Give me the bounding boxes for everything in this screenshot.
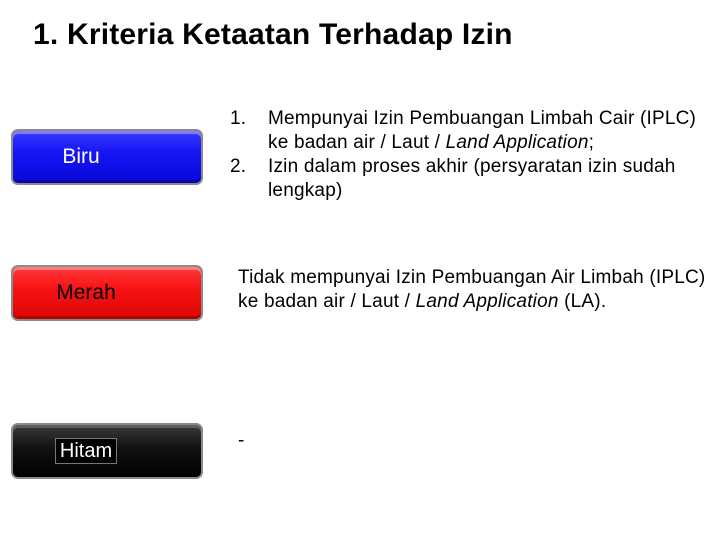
status-badge-hitam: [11, 423, 203, 479]
text-run: Tidak mempunyai Izin Pembuangan Air Limbah (IPLC) ke badan air / Laut /: [238, 267, 706, 312]
italic-term: Land Application: [415, 291, 559, 312]
list-number: 2.: [230, 156, 247, 177]
text-run: ;: [588, 132, 595, 153]
slide-title: 1. Kriteria Ketaatan Terhadap Izin: [33, 18, 513, 51]
list-item: [230, 107, 710, 155]
badge-label-biru: Biru: [62, 145, 100, 168]
badge-label-hitam: Hitam: [55, 438, 117, 464]
list-item-text: [268, 107, 710, 155]
description-biru: [230, 107, 710, 203]
description-hitam: -: [238, 430, 245, 451]
list-item-text: Izin dalam proses akhir (persyaratan izin sudah lengkap): [268, 156, 676, 201]
list-number: 1.: [230, 108, 247, 129]
status-badge-biru: [11, 129, 203, 185]
list-item: [230, 155, 710, 203]
italic-term: Land Application: [445, 132, 589, 153]
text-run: (LA).: [558, 291, 607, 312]
text-run: Mempunyai Izin Pembuangan Limbah Cair (IPLC) ke badan air / Laut /: [268, 108, 697, 153]
status-badge-merah: [11, 265, 203, 321]
description-merah: [238, 266, 708, 314]
badge-label-merah: Merah: [56, 281, 116, 304]
